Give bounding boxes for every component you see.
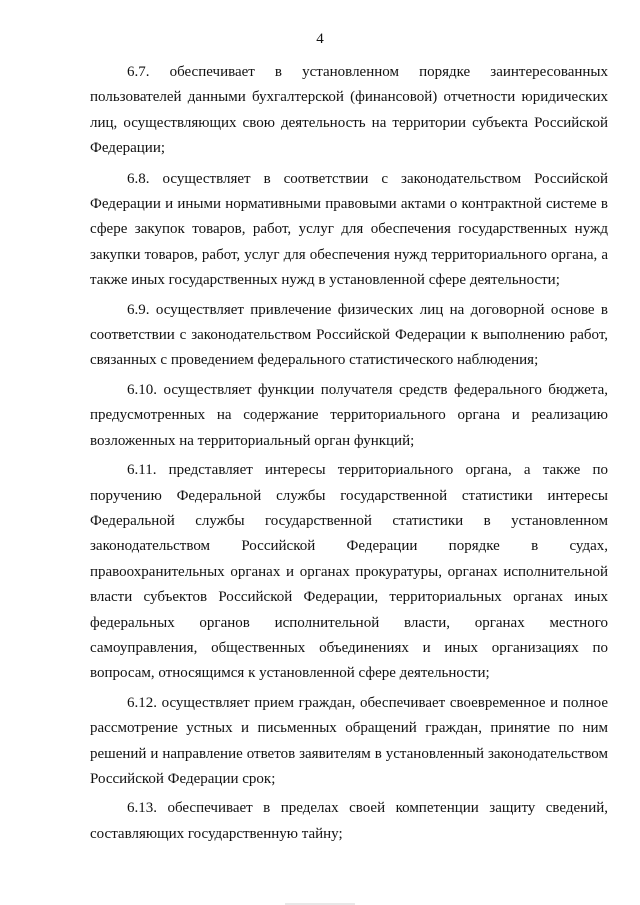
- document-body: [90, 60, 608, 851]
- paragraph-6-9: 6.9. осуществляет привлечение физических лиц на договорной основе в соответствии с законодательством Российской Федерации к выполнению работ, связанных с проведением федерального статистического наблюдения;: [90, 301, 608, 369]
- page-number: 4: [316, 31, 324, 47]
- paragraph-6-12: 6.12. осуществляет прием граждан, обеспечивает своевременное и полное рассмотрение устных и письменных обращений граждан, принятие по ним решений и направление ответов заявителям в установленный законодательством Российской Федерации срок;: [90, 694, 608, 787]
- paragraph-6-8: 6.8. осуществляет в соответствии с законодательством Российской Федерации и иными нормативными правовыми актами о контрактной системе в сфере закупок товаров, работ, услуг для обеспечения государственных нужд закупки товаров, работ, услуг для обеспечения нужд территориального органа, а также иных государственных нужд в установленной сфере деятельности;: [90, 170, 608, 289]
- paragraph-6-10: 6.10. осуществляет функции получателя средств федерального бюджета, предусмотренных на содержание территориального органа и реализацию возложенных на территориальный орган функций;: [90, 381, 608, 449]
- paragraph-6-7: 6.7. обеспечивает в установленном порядке заинтересованных пользователей данными бухгалтерской (финансовой) отчетности юридических лиц, осуществляющих свою деятельность на территории субъекта Российской Федерации;: [90, 64, 608, 157]
- paragraph-6-11: 6.11. представляет интересы территориального органа, а также по поручению Федеральной службы государственной статистики интересы Федеральной службы государственной статистики в установленном законодательством Российской Федерации порядке в судах, правоохранительных органах и органах прокуратуры, органах исполнительной власти субъектов Российской Федерации, территориальных органах иных федеральных органов исполнительной власти, органах местного самоуправления, общественных объединениях и иных организациях по вопросам, относящимся к установленной сфере деятельности;: [90, 462, 608, 682]
- paragraph-6-13: 6.13. обеспечивает в пределах своей компетенции защиту сведений, составляющих государственную тайну;: [90, 800, 608, 842]
